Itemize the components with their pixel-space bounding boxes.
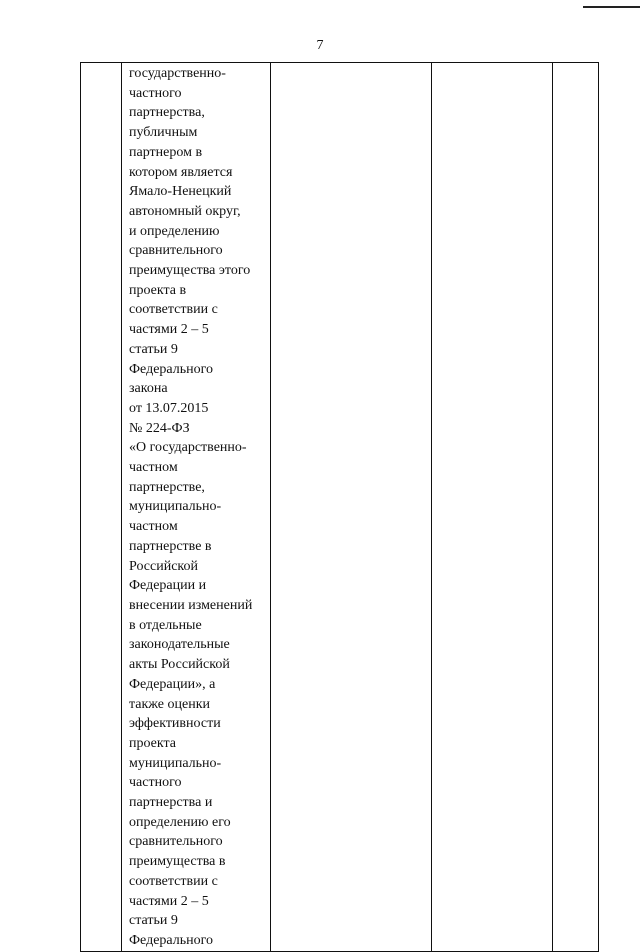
cell-text-column-4 (432, 63, 552, 64)
table-cell-number (81, 63, 122, 952)
document-table (80, 62, 599, 952)
cell-text-description: государственно- частного партнерства, публичным партнером в котором является Ямало-Ненецкий автономный округ, и определению сравнительного преимущества этого проекта в соответствии с частями 2 – 5 статьи 9 Федерального закона от 13.07.2015 № 224-ФЗ «О государственно- частном партнерстве, муниципально- частном партнерстве в Российской Федерации и внесении изменений в отдельные законодательные акты Российской Федерации», а также оценки эффективности проекта муниципально- частного партнерства и определению его сравнительного преимущества в соответствии с частями 2 – 5 статьи 9 Федерального (129, 66, 253, 948)
cell-text-number (81, 63, 121, 64)
table-cell-column-5 (553, 63, 599, 952)
cell-text-column-5 (553, 63, 598, 64)
cell-text-column-3 (271, 63, 431, 64)
table-cell-description (122, 63, 271, 952)
table-cell-column-4 (432, 63, 553, 952)
table-row (81, 63, 599, 952)
corner-mark (583, 6, 640, 8)
table-cell-column-3 (271, 63, 432, 952)
page-number: 7 (316, 38, 324, 53)
